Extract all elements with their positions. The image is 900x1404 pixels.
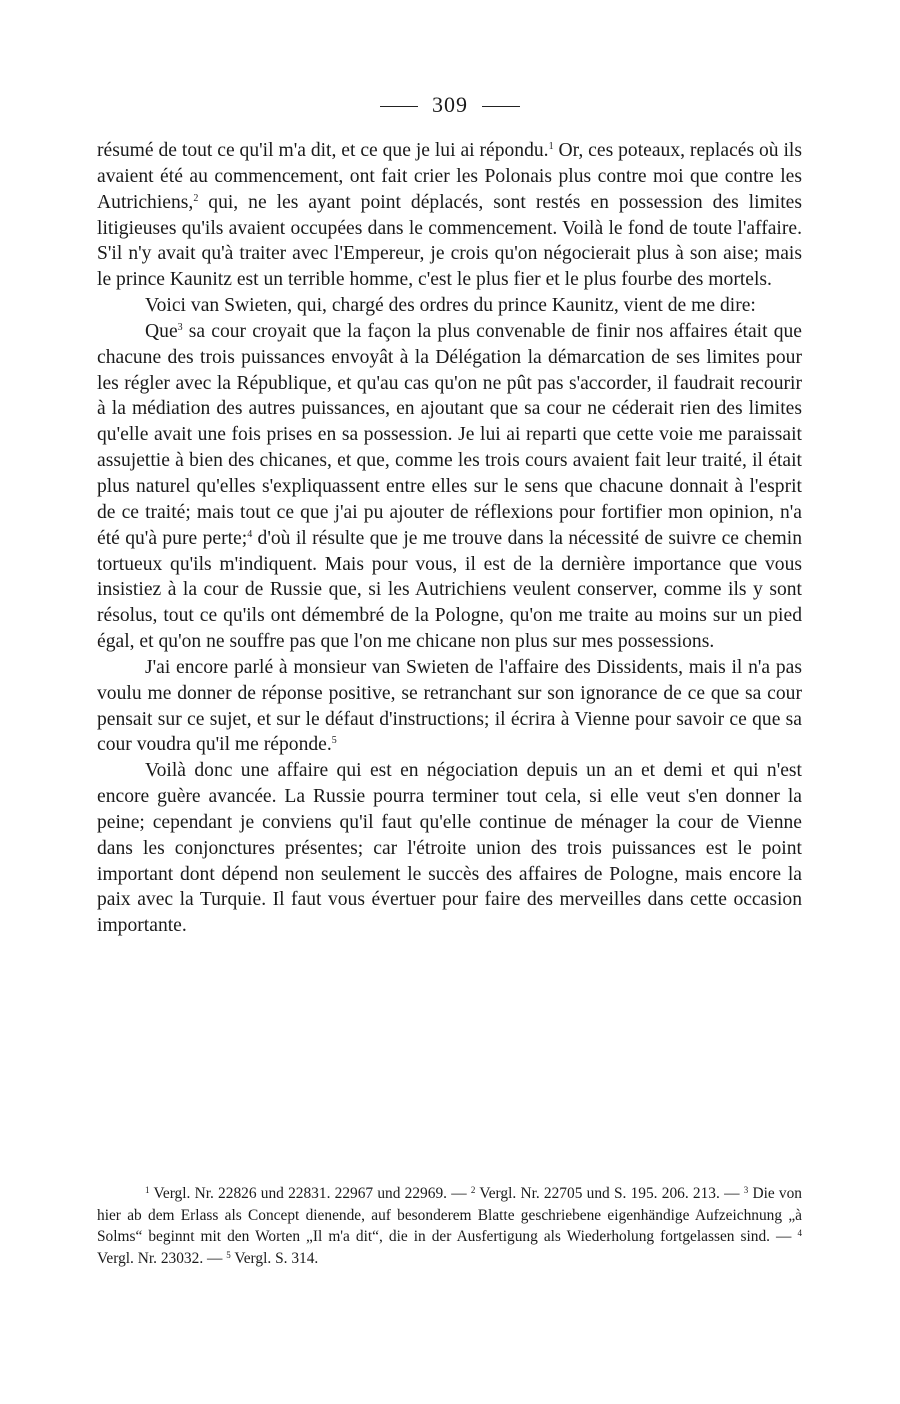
footnote-marker: 4 xyxy=(247,528,253,540)
paragraph xyxy=(97,758,802,939)
text-run: sa cour croyait que la façon la plus convenable de finir nos affaires était que chacune des trois puissances envoyât à la Délégation la démarcation de ses limites pour les régler avec la République, et qu'au cas qu'on ne pût pas s'accorder, il faudrait recourir à la médiation des autres puissances, en ajoutant que sa cour ne céderait rien des limites qu'elle avait une fois prises en sa possession. Je lui ai reparti que cette voie me paraissait assujettie à bien des chicanes, et que, comme les trois cours avaient fait leur traité, il était plus naturel qu'elles s'expliquassent entre elles sur le sens que chacune donnait à l'esprit de ce traité; mais tout ce que j'ai pu ajouter de réflexions pour fortifier mon opinion, n'a été qu'à pure perte; xyxy=(97,320,802,549)
text-run: Vergl. Nr. 22826 und 22831. 22967 und 22969. — xyxy=(149,1185,471,1202)
footnote-marker: 5 xyxy=(331,735,337,747)
text-run: Or, ces poteaux, replacés où ils avaient été au commencement, ont fait crier les Polonais plus contre moi que contre les Autrichiens, xyxy=(97,140,802,213)
footnote-marker: 2 xyxy=(470,1185,476,1195)
text-run: Que xyxy=(145,320,178,342)
paragraph xyxy=(97,655,802,758)
footnote-marker: 3 xyxy=(177,321,183,333)
footnote-marker: 5 xyxy=(226,1249,231,1260)
text-run: Voilà donc une affaire qui est en négociation depuis un an et demi et qui n'est encore guère avancée. La Russie pourra terminer tout cela, si elle veut s'en donner la peine; cependant je conviens qu'il faut qu'elle continue de ménager la cour de Vienne dans les conjonctures présentes; car l'étroite union des trois puissances est le point important dont dépend non seulement le succès des affaires de Pologne, mais encore la paix avec la Turquie. Il faut vous évertuer pour faire des merveilles dans cette occasion importante. xyxy=(97,760,802,937)
text-run: Die von hier ab dem Erlass als Concept dienende, auf besonderem Blatte geschriebene eigenhändige Aufzeichnung „à Solms“ beginnt mit den Worten „Il m'a dit“, die in der Ausfertigung als Wiederholung fortgelassen sind. — xyxy=(97,1185,802,1245)
text-run: J'ai encore parlé à monsieur van Swieten de l'affaire des Dissidents, mais il n'a pas voulu me donner de réponse positive, se retranchant sur son ignorance de ce que sa cour pensait sur ce sujet, et sur le défaut d'instructions; il écrira à Vienne pour savoir ce que sa cour voudra qu'il me réponde. xyxy=(97,656,802,756)
text-run: Voici van Swieten, qui, chargé des ordres du prince Kaunitz, vient de me dire: xyxy=(145,295,756,317)
body-text xyxy=(97,138,802,939)
header-rule-left xyxy=(380,106,418,107)
text-run: Vergl. Nr. 23032. — xyxy=(97,1249,227,1267)
paragraph xyxy=(97,138,802,293)
paragraph xyxy=(97,319,802,655)
footnote-marker: 1 xyxy=(548,141,554,152)
page-number: 309 xyxy=(432,92,468,117)
paragraph xyxy=(97,293,802,319)
footnote-marker: 2 xyxy=(193,192,199,204)
page-header xyxy=(0,92,900,118)
text-run: Vergl. Nr. 22705 und S. 195. 206. 213. — xyxy=(475,1185,744,1202)
footnote-marker: 3 xyxy=(743,1185,749,1195)
footnotes xyxy=(97,1183,802,1269)
text-run: résumé de tout ce qu'il m'a dit, et ce que je lui ai répondu. xyxy=(97,140,549,161)
text-run: qui, ne les ayant point déplacés, sont restés en possession des limites litigieuses qu'ils avaient occupées dans le commencement. Voilà le fond de toute l'affaire. S'il n'y avait qu'à traiter avec l'Empereur, je crois qu'on négocierait plus à son aise; mais le prince Kaunitz est un terrible homme, c'est le plus fier et le plus fourbe des mortels. xyxy=(97,191,802,291)
text-run: d'où il résulte que je me trouve dans la nécessité de suivre ce chemin tortueux qu'ils m'indiquent. Mais pour vous, il est de la dernière importance que vous insistiez à la cour de Russie que, si les Autrichiens veulent conserver, comme ils y sont résolus, tout ce qu'ils ont démembré de la Pologne, qu'on me traite au moins sur un pied égal, et qu'on ne souffre pas que l'on me chicane non plus sur mes possessions. xyxy=(97,527,802,653)
header-rule-right xyxy=(482,106,520,107)
text-run: Vergl. S. 314. xyxy=(230,1249,319,1267)
footnote-marker: 4 xyxy=(797,1228,802,1238)
footnote-text xyxy=(97,1183,802,1269)
footnote-marker: 1 xyxy=(145,1185,150,1195)
